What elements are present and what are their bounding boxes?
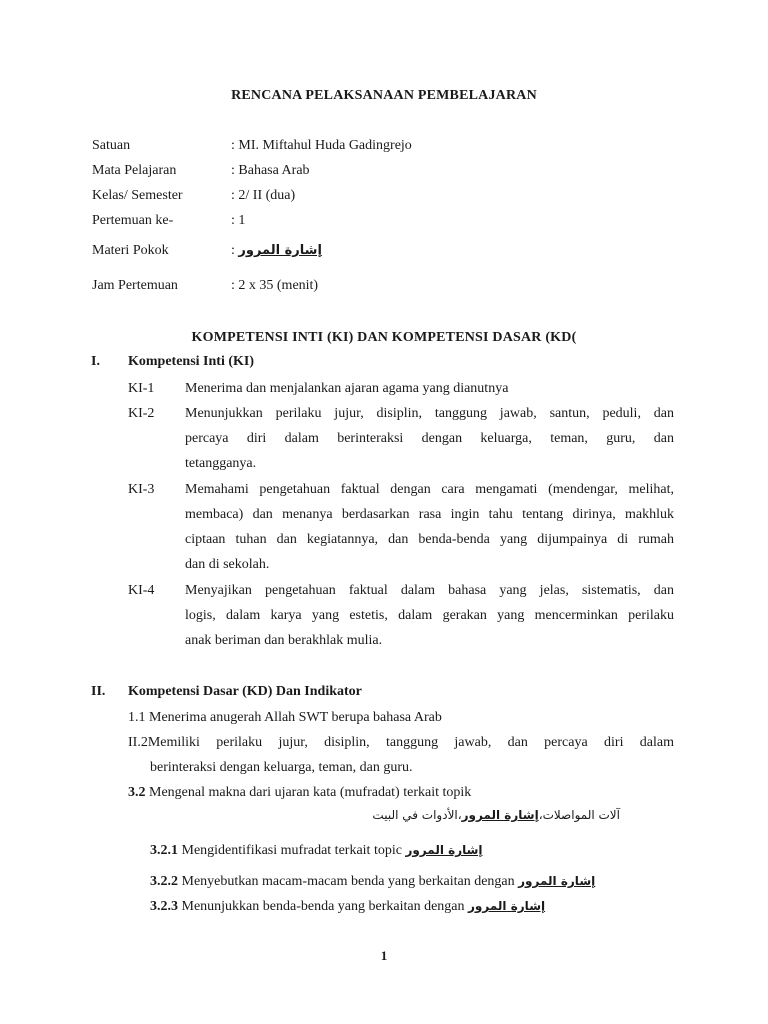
kd-2-2-line1: II.2Memiliki perilaku jujur, disiplin, tanggung jawab, dan percaya diri dalam bbox=[128, 735, 674, 750]
indicator-arabic-topic: إشارة المرور bbox=[518, 874, 596, 888]
ki-text-line: ciptaan tuhan dan kegiatannya, dan benda-benda yang dijumpainya di rumah bbox=[185, 532, 674, 547]
section-heading: KOMPETENSI INTI (KI) DAN KOMPETENSI DASAR (KD( bbox=[191, 330, 577, 345]
ki-text-line: Menunjukkan perilaku jujur, disiplin, tanggung jawab, santun, peduli, dan bbox=[185, 406, 674, 421]
kd-3-2 bbox=[128, 785, 471, 801]
indicator-3-2-2 bbox=[150, 874, 595, 890]
indicator-number: 3.2.1 bbox=[150, 843, 178, 858]
indicator-arabic-topic: إشارة المرور bbox=[468, 899, 546, 913]
kd-3-2-topics bbox=[370, 808, 620, 824]
page-number: 1 bbox=[380, 948, 388, 963]
info-label-jam-pertemuan: Jam Pertemuan bbox=[92, 278, 178, 293]
kd-3-2-number: 3.2 bbox=[128, 785, 146, 800]
info-value-arabic: إشارة المرور bbox=[238, 243, 322, 258]
info-value-materi-pokok bbox=[231, 243, 322, 259]
section1-title: Kompetensi Inti (KI) bbox=[128, 354, 254, 369]
info-value-pertemuan: : 1 bbox=[231, 213, 246, 228]
ki-code: KI-2 bbox=[128, 406, 155, 421]
ki-text-line: Menerima dan menjalankan ajaran agama yang dianutnya bbox=[185, 381, 509, 396]
section2-title: Kompetensi Dasar (KD) Dan Indikator bbox=[128, 684, 362, 699]
topic-household-tools: ،الأدوات في البيت bbox=[372, 808, 462, 822]
indicator-text: Menyebutkan macam-macam benda yang berkaitan dengan bbox=[178, 874, 519, 889]
topic-transport: آلات المواصلات، bbox=[538, 808, 620, 822]
info-value-prefix: : bbox=[231, 243, 239, 258]
indicator-text: Menunjukkan benda-benda yang berkaitan dengan bbox=[178, 899, 469, 914]
ki-code: KI-3 bbox=[128, 482, 155, 497]
ki-text-line: membaca) dan menanya berdasarkan rasa ingin tahu tentang dirinya, makhluk bbox=[185, 507, 674, 522]
topic-traffic-signs: إشارة المرور bbox=[461, 808, 539, 822]
ki-text-line: anak beriman dan berakhlak mulia. bbox=[185, 633, 383, 648]
indicator-number: 3.2.3 bbox=[150, 899, 178, 914]
info-value-satuan: : MI. Miftahul Huda Gadingrejo bbox=[231, 138, 412, 153]
indicator-3-2-1 bbox=[150, 843, 483, 859]
ki-text-line: logis, dalam karya yang estetis, dalam gerakan yang mencerminkan perilaku bbox=[185, 608, 674, 623]
info-label-kelas-semester: Kelas/ Semester bbox=[92, 188, 183, 203]
indicator-arabic-topic: إشارة المرور bbox=[405, 843, 483, 857]
section1-numeral: I. bbox=[91, 354, 100, 369]
kd-1-1: 1.1 Menerima anugerah Allah SWT berupa bahasa Arab bbox=[128, 710, 442, 725]
info-label-materi-pokok: Materi Pokok bbox=[92, 243, 169, 258]
ki-code: KI-1 bbox=[128, 381, 155, 396]
section2-numeral: II. bbox=[91, 684, 106, 699]
ki-code: KI-4 bbox=[128, 583, 155, 598]
document-title: RENCANA PELAKSANAAN PEMBELAJARAN bbox=[231, 88, 537, 103]
indicator-3-2-3 bbox=[150, 899, 545, 915]
ki-text-line: percaya diri dalam berinteraksi dengan keluarga, teman, guru, dan bbox=[185, 431, 674, 446]
ki-text-line: tetangganya. bbox=[185, 456, 257, 471]
kd-3-2-text: Mengenal makna dari ujaran kata (mufradat) terkait topik bbox=[145, 785, 472, 800]
ki-text-line: dan di sekolah. bbox=[185, 557, 270, 572]
info-label-satuan: Satuan bbox=[92, 138, 131, 153]
kd-2-2-line2: berinteraksi dengan keluarga, teman, dan guru. bbox=[150, 760, 413, 775]
indicator-number: 3.2.2 bbox=[150, 874, 178, 889]
info-label-mata-pelajaran: Mata Pelajaran bbox=[92, 163, 177, 178]
info-value-jam-pertemuan: : 2 x 35 (menit) bbox=[231, 278, 319, 293]
info-value-mata-pelajaran: : Bahasa Arab bbox=[231, 163, 310, 178]
info-label-pertemuan: Pertemuan ke- bbox=[92, 213, 174, 228]
ki-text-line: Memahami pengetahuan faktual dengan cara mengamati (mendengar, melihat, bbox=[185, 482, 674, 497]
ki-text-line: Menyajikan pengetahuan faktual dalam bahasa yang jelas, sistematis, dan bbox=[185, 583, 674, 598]
indicator-text: Mengidentifikasi mufradat terkait topic bbox=[178, 843, 406, 858]
info-value-kelas-semester: : 2/ II (dua) bbox=[231, 188, 296, 203]
